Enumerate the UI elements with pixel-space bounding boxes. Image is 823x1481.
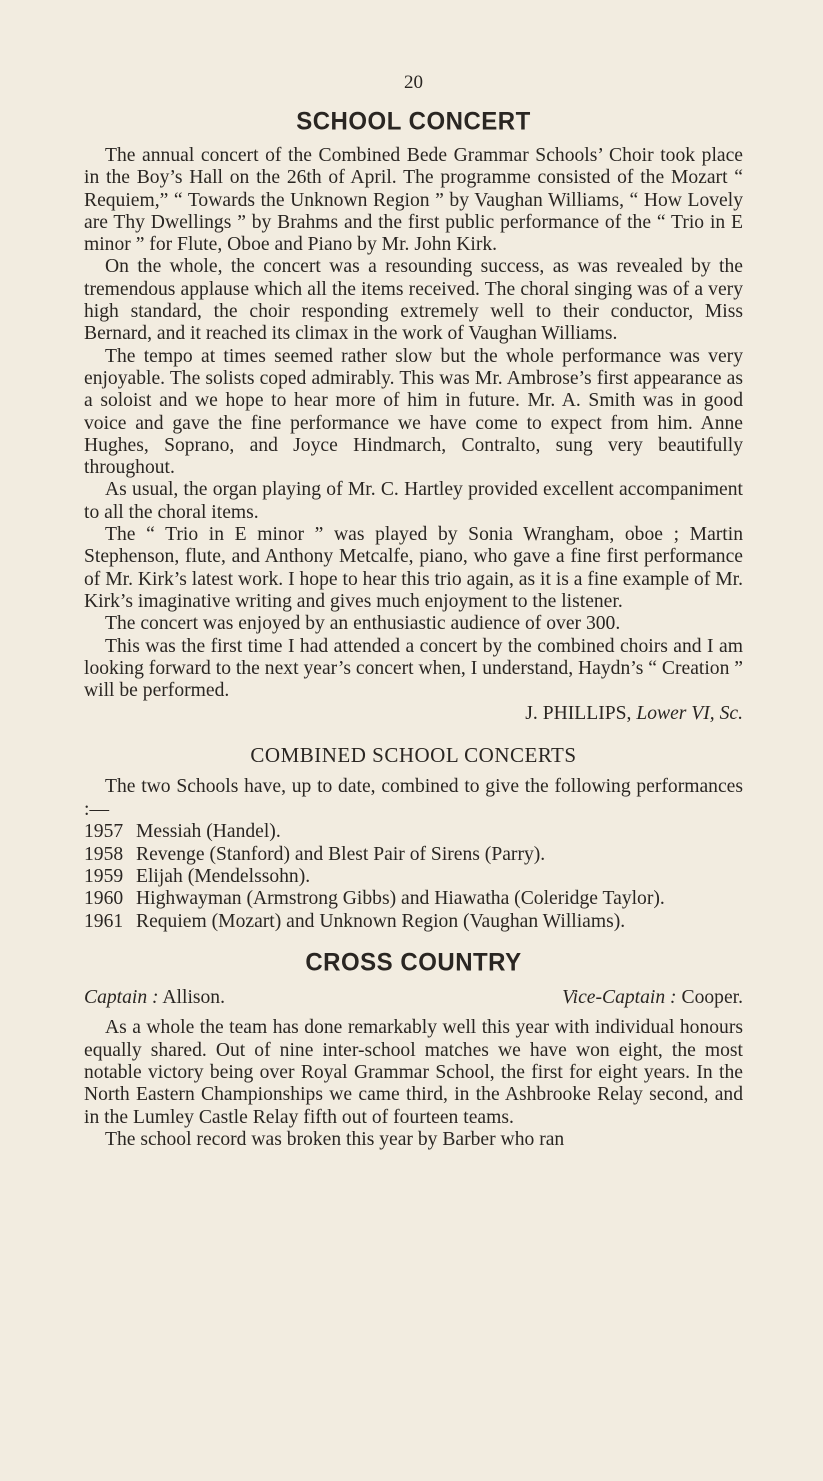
list-item [84, 866, 743, 888]
paragraph: This was the first time I had attended a concert by the combined choirs and I am looking forward to the next year’s concert when, I understand, Haydn’s “ Creation ” will be performed. [84, 635, 743, 702]
paragraph: The “ Trio in E minor ” was played by Sonia Wrangham, oboe ; Martin Stephenson, flute, and Anthony Metcalfe, piano, who gave a fine first performance of Mr. Kirk’s latest work. I hope to hear this trio again, as it is a fine example of Mr. Kirk’s imaginative writing and gives much enjoyment to the listener. [84, 524, 743, 612]
captain-label: Captain : [84, 987, 159, 1009]
performance-list [84, 821, 743, 933]
list-item [84, 821, 743, 843]
combined-concerts-section [84, 743, 743, 933]
paragraph: The school record was broken this year by Barber who ran [105, 1129, 565, 1151]
captain-name: Allison. [162, 987, 226, 1009]
list-item [84, 844, 743, 866]
vice-captain-label: Vice-Captain : [562, 987, 677, 1009]
document-page [84, 72, 743, 1152]
paragraph: As usual, the organ playing of Mr. C. Hartley provided excellent accompaniment to all the choral items. [84, 479, 743, 523]
list-item [84, 911, 743, 933]
performance-year: 1961 [84, 910, 124, 932]
cross-country-section [84, 949, 743, 1151]
vice-captain-entry [562, 987, 743, 1009]
performance-work: Requiem (Mozart) and Unknown Region (Vaughan Williams). [136, 910, 626, 932]
vice-captain-name: Cooper. [681, 987, 743, 1009]
performance-year: 1959 [84, 866, 124, 888]
paragraph: As a whole the team has done remarkably well this year with individual honours equally shared. Out of nine inter-school matches we have won eight, the most notable victory being over Royal Grammar School, the first for eight years. In the North Eastern Championships we came third, in the Ashbrooke Relay second, and in the Lumley Castle Relay fifth out of fourteen teams. [84, 1017, 743, 1128]
paragraph: On the whole, the concert was a resounding success, as was revealed by the tremendous applause which all the items received. The choral singing was of a very high standard, the choir responding extremely well to their conductor, Miss Bernard, and it reached its climax in the work of Vaughan Williams. [84, 256, 743, 345]
paragraph: The tempo at times seemed rather slow but the whole performance was very enjoyable. The solists coped admirably. This was Mr. Ambrose’s first appearance as a soloist and we hope to hear more of him in future. Mr. A. Smith was in good voice and gave the fine performance we have come to expect from him. Anne Hughes, Soprano, and Joyce Hindmarch, Contralto, sung very beautifully throughout. [84, 345, 743, 479]
paragraph: The annual concert of the Combined Bede Grammar Schools’ Choir took place in the Boy’s Hall on the 26th of April. The programme consisted of the Mozart “ Requiem,” “ Towards the Unknown Region ” by Vaughan Williams, “ How Lovely are Thy Dwellings ” by Brahms and the first public performance of the “ Trio in E minor ” for Flute, Oboe and Piano by Mr. John Kirk. [84, 145, 743, 256]
combined-concerts-intro: The two Schools have, up to date, combined to give the following performances :— [84, 776, 743, 820]
school-concert-title: SCHOOL CONCERT [296, 107, 531, 136]
performance-work: Highwayman (Armstrong Gibbs) and Hiawatha (Coleridge Taylor). [136, 888, 665, 910]
performance-year: 1957 [84, 821, 124, 843]
performance-work: Messiah (Handel). [136, 821, 281, 843]
school-concert-section [84, 108, 743, 725]
performance-year: 1960 [84, 888, 124, 910]
performance-work: Revenge (Stanford) and Blest Pair of Sirens (Parry). [136, 843, 546, 865]
captain-entry [84, 987, 225, 1009]
team-officers [84, 987, 743, 1009]
performance-work: Elijah (Mendelssohn). [136, 866, 311, 888]
cross-country-title: CROSS COUNTRY [305, 948, 522, 977]
performance-year: 1958 [84, 843, 124, 865]
list-item [84, 888, 743, 910]
author-form: Lower VI, Sc. [636, 703, 743, 725]
page-number: 20 [404, 72, 423, 93]
author-signature [84, 702, 743, 725]
combined-concerts-title: COMBINED SCHOOL CONCERTS [250, 743, 577, 768]
paragraph: The concert was enjoyed by an enthusiastic audience of over 300. [105, 613, 621, 635]
author-name: J. PHILLIPS, [525, 703, 632, 725]
